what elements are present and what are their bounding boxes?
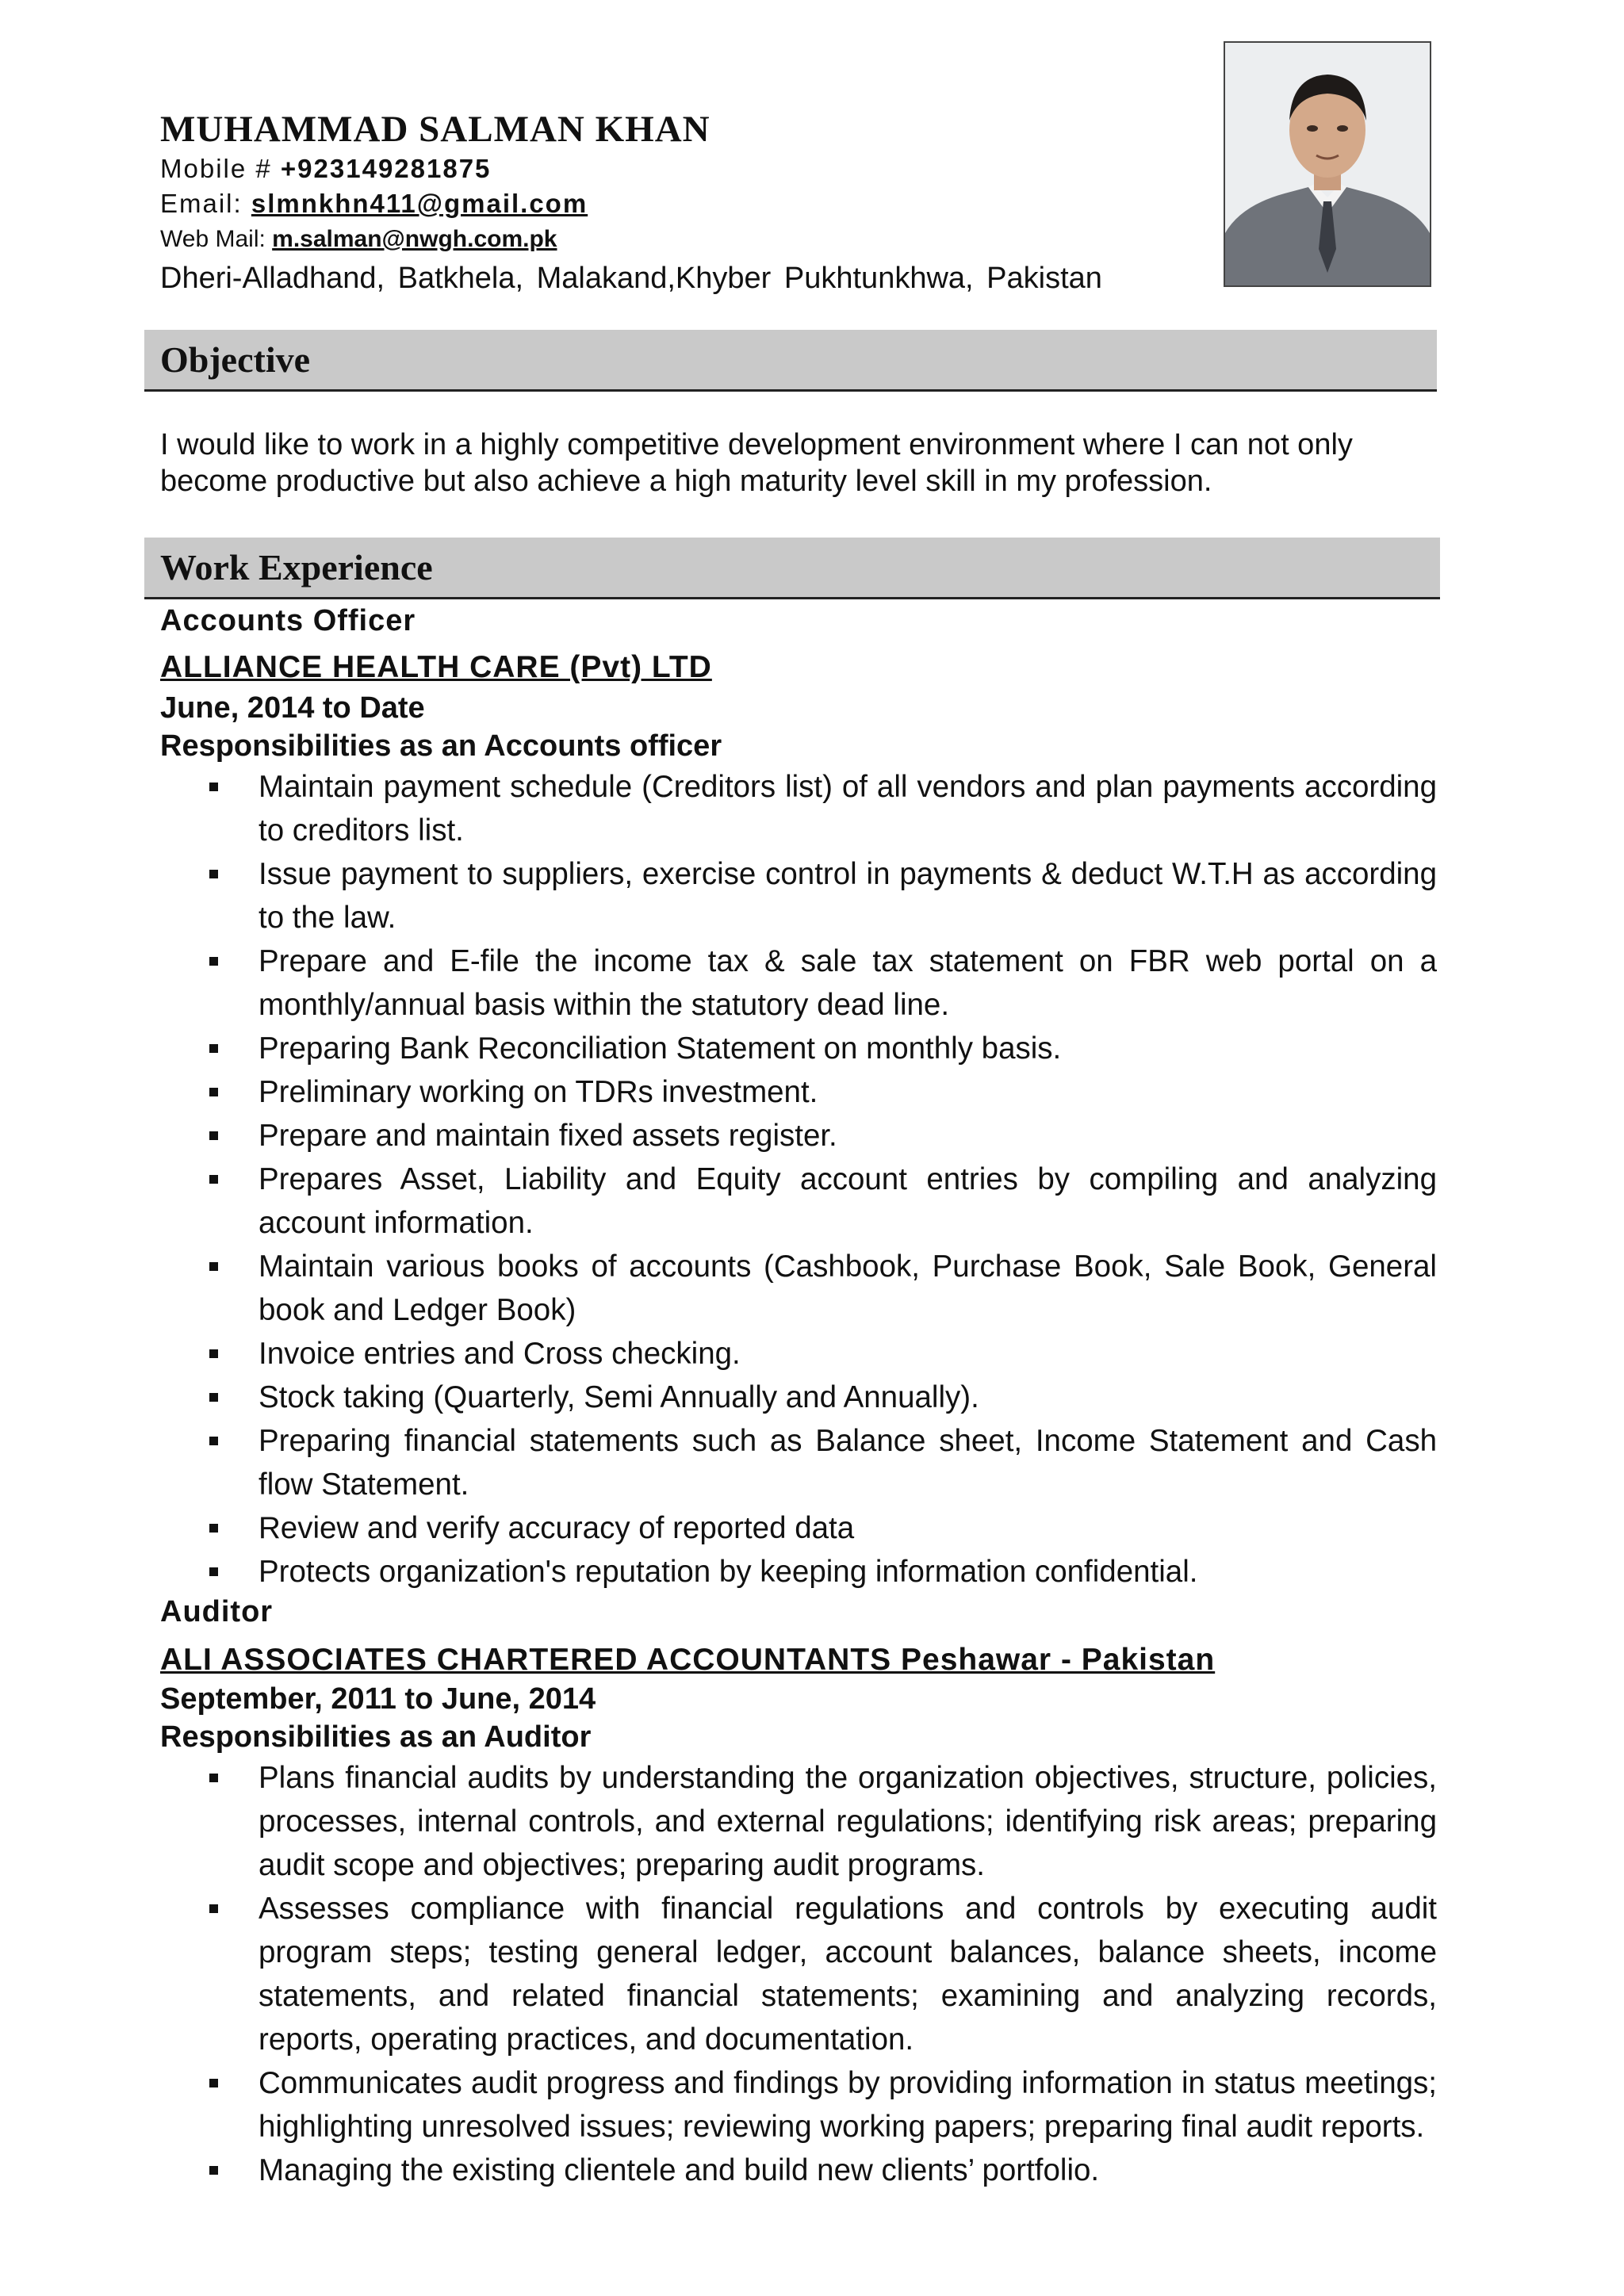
list-item: Preparing Bank Reconciliation Statement on monthly basis. bbox=[160, 1027, 1437, 1070]
objective-heading: Objective bbox=[144, 330, 1437, 392]
job-title: Accounts Officer bbox=[160, 604, 416, 637]
list-item: Managing the existing clientele and build new clients’ portfolio. bbox=[160, 2149, 1437, 2192]
list-item: Issue payment to suppliers, exercise control in payments & deduct W.T.H as according to the law. bbox=[160, 852, 1437, 939]
responsibilities-list bbox=[160, 1756, 1437, 2192]
company-name: ALI ASSOCIATES CHARTERED ACCOUNTANTS Peshawar - Pakistan bbox=[160, 1643, 1216, 1677]
responsibilities-heading: Responsibilities as an Accounts officer bbox=[160, 729, 722, 763]
list-item: Review and verify accuracy of reported data bbox=[160, 1506, 1437, 1550]
objective-text: I would like to work in a highly competitive development environment where I can not only become productive but also achieve a high maturity level skill in my profession. bbox=[160, 428, 1353, 498]
email-label: Email: bbox=[160, 189, 251, 218]
mobile-label: Mobile # bbox=[160, 154, 281, 183]
list-item: Maintain payment schedule (Creditors list) of all vendors and plan payments according to creditors list. bbox=[160, 765, 1437, 852]
list-item: Prepare and maintain fixed assets register. bbox=[160, 1114, 1437, 1158]
company-name: ALLIANCE HEALTH CARE (Pvt) LTD bbox=[160, 650, 712, 684]
job-period: June, 2014 to Date bbox=[160, 691, 425, 725]
list-item: Invoice entries and Cross checking. bbox=[160, 1332, 1437, 1376]
job-title: Auditor bbox=[160, 1595, 274, 1628]
webmail-link[interactable]: m.salman@nwgh.com.pk bbox=[272, 226, 557, 252]
list-item: Protects organization's reputation by keeping information confidential. bbox=[160, 1550, 1437, 1594]
address: Dheri-Alladhand, Batkhela, Malakand,Khyber Pukhtunkhwa, Pakistan bbox=[160, 262, 1102, 295]
list-item: Prepares Asset, Liability and Equity account entries by compiling and analyzing account information. bbox=[160, 1158, 1437, 1245]
webmail-label: Web Mail: bbox=[160, 226, 273, 252]
mobile-line bbox=[160, 154, 491, 184]
work-experience-heading: Work Experience bbox=[144, 538, 1440, 599]
list-item: Communicates audit progress and findings by providing information in status meetings; highlighting unresolved issues; reviewing working papers; preparing final audit reports. bbox=[160, 2061, 1437, 2149]
list-item: Preparing financial statements such as Balance sheet, Income Statement and Cash flow Statement. bbox=[160, 1419, 1437, 1506]
list-item: Preliminary working on TDRs investment. bbox=[160, 1070, 1437, 1114]
email-line bbox=[160, 189, 588, 219]
candidate-name: MUHAMMAD SALMAN KHAN bbox=[160, 109, 710, 150]
list-item: Prepare and E-file the income tax & sale tax statement on FBR web portal on a monthly/annual basis within the statutory dead line. bbox=[160, 939, 1437, 1027]
list-item: Assesses compliance with financial regulations and controls by executing audit program steps; testing general ledger, account balances, balance sheets, income statements, and related financial statements; examining and analyzing records, reports, operating practices, and documentation. bbox=[160, 1887, 1437, 2061]
portrait-icon bbox=[1225, 43, 1430, 285]
job-period: September, 2011 to June, 2014 bbox=[160, 1682, 596, 1716]
responsibilities-heading: Responsibilities as an Auditor bbox=[160, 1720, 592, 1754]
list-item: Plans financial audits by understanding the organization objectives, structure, policies, processes, internal controls, and external regulations; identifying risk areas; preparing audit scope and objectives; preparing audit programs. bbox=[160, 1756, 1437, 1887]
list-item: Stock taking (Quarterly, Semi Annually and Annually). bbox=[160, 1376, 1437, 1419]
profile-photo bbox=[1224, 41, 1431, 287]
email-link[interactable]: slmnkhn411@gmail.com bbox=[251, 189, 588, 218]
list-item: Maintain various books of accounts (Cashbook, Purchase Book, Sale Book, General book and Ledger Book) bbox=[160, 1245, 1437, 1332]
responsibilities-list bbox=[160, 765, 1437, 1594]
webmail-line bbox=[160, 226, 557, 253]
mobile-number: +923149281875 bbox=[280, 154, 492, 183]
